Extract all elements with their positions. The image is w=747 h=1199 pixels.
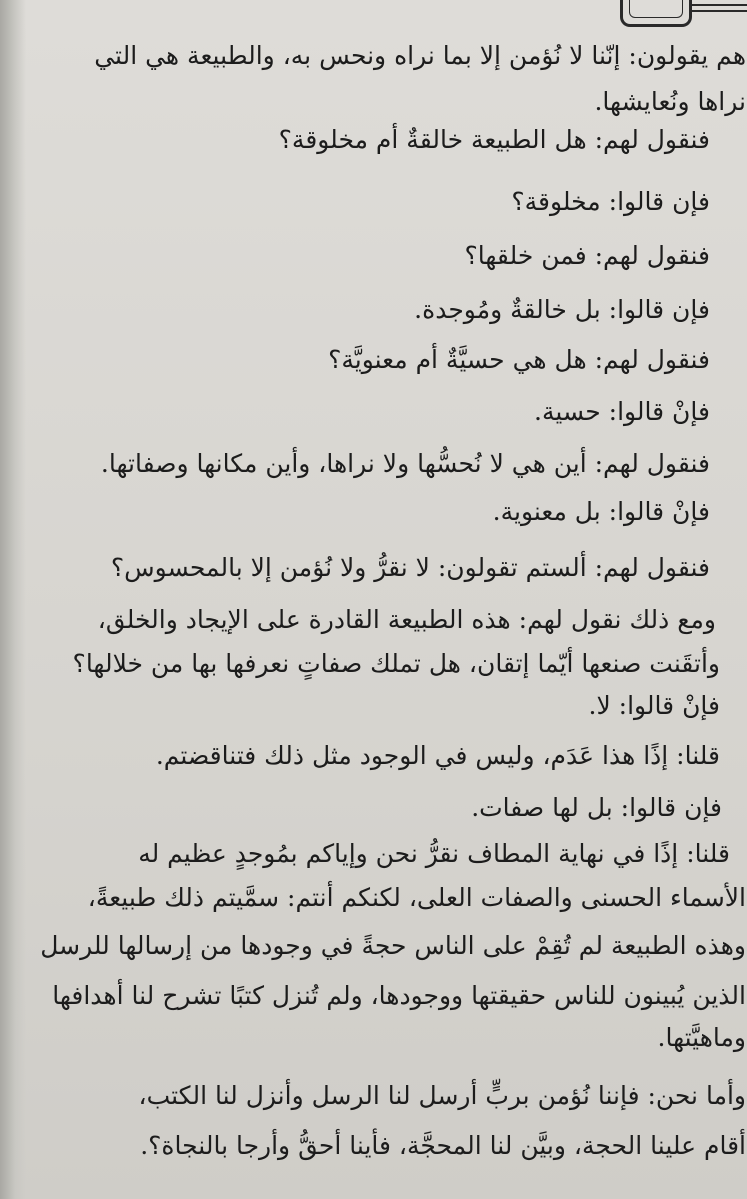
text-line-2: نراها ونُعايشها. [594, 87, 746, 116]
text-line-1: هم يقولون: إنّنا لا نُؤمن إلا بما نراه ونحس به، والطبيعة هي التي [94, 41, 746, 70]
text-line-9: فنقول لهم: أين هي لا نُحسُّها ولا نراها، وأين مكانها وصفاتها. [100, 449, 710, 478]
header-rule [690, 4, 747, 6]
text-line-18: الأسماء الحسنى والصفات العلى، لكنكم أنتم: سمَّيتم ذلك طبيعةً، [87, 883, 746, 912]
text-line-14: فإنْ قالوا: لا. [588, 691, 720, 720]
text-line-22: وأما نحن: فإننا نُؤمن بربٍّ أرسل لنا الرسل وأنزل لنا الكتب، [138, 1081, 746, 1110]
text-line-23: أقام علينا الحجة، وبيَّن لنا المحجَّة، فأينا أحقُّ وأرجا بالنجاة؟. [140, 1131, 746, 1160]
text-line-3: فنقول لهم: هل الطبيعة خالقةٌ أم مخلوقة؟ [278, 125, 710, 154]
text-line-5: فنقول لهم: فمن خلقها؟ [464, 241, 710, 270]
text-line-16: فإن قالوا: بل لها صفات. [471, 793, 722, 822]
text-line-8: فإنْ قالوا: حسية. [534, 397, 710, 426]
text-line-20: الذين يُبينون للناس حقيقتها ووجودها، ولم تُنزل كتبًا تشرح لنا أهدافها [52, 981, 746, 1010]
text-line-12: ومع ذلك نقول لهم: هذه الطبيعة القادرة على الإيجاد والخلق، [97, 605, 716, 634]
text-line-15: قلنا: إذًا هذا عَدَم، وليس في الوجود مثل ذلك فتناقضتم. [155, 741, 720, 770]
page-number-frame [620, 0, 692, 27]
text-line-17: قلنا: إذًا في نهاية المطاف نقرُّ نحن وإياكم بمُوجدٍ عظيم له [138, 839, 730, 868]
text-line-13: وأتقَنت صنعها أيّما إتقان، هل تملك صفاتٍ نعرفها بها من خلالها؟ [72, 649, 720, 678]
text-line-10: فإنْ قالوا: بل معنوية. [492, 497, 710, 526]
text-line-6: فإن قالوا: بل خالقةٌ ومُوجدة. [414, 295, 710, 324]
text-line-11: فنقول لهم: ألستم تقولون: لا نقرُّ ولا نُؤمن إلا بالمحسوس؟ [110, 553, 710, 582]
text-line-4: فإن قالوا: مخلوقة؟ [511, 187, 710, 216]
text-line-7: فنقول لهم: هل هي حسيَّةٌ أم معنويَّة؟ [328, 345, 710, 374]
header-rule [690, 10, 747, 12]
text-line-21: وماهيَّتها. [657, 1023, 746, 1052]
text-line-19: وهذه الطبيعة لم تُقِمْ على الناس حجةً في وجودها من إرسالها للرسل [40, 931, 746, 960]
page-gutter-shadow [0, 0, 26, 1199]
